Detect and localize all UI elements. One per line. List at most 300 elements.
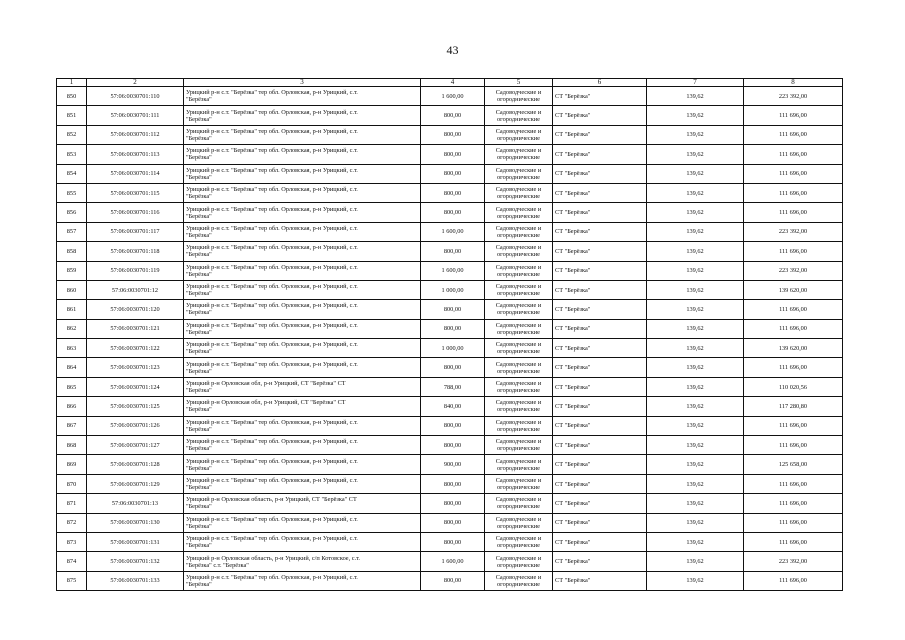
- organization-cell: СТ "Берёзка": [553, 164, 647, 183]
- column-number: 5: [485, 79, 553, 87]
- land-use-line: огороднические: [497, 464, 540, 472]
- organization-cell: СТ "Берёзка": [553, 319, 647, 338]
- address-cell: [184, 532, 421, 551]
- land-use-line: огороднические: [497, 173, 540, 181]
- land-use-cell: [485, 183, 553, 202]
- table-row: [57, 145, 843, 164]
- row-number-cell: 861: [57, 300, 87, 319]
- land-use-cell: [485, 145, 553, 164]
- address-cell: [184, 339, 421, 358]
- address-cell: [184, 416, 421, 435]
- land-use-line: огороднические: [497, 503, 540, 511]
- table-row: [57, 455, 843, 474]
- address-cell: [184, 145, 421, 164]
- cadastral-value-cell: 139 620,00: [744, 339, 843, 358]
- cadastral-number-cell: 57:06:0030701:126: [87, 416, 184, 435]
- area-cell: 800,00: [421, 513, 485, 532]
- row-number-cell: 870: [57, 474, 87, 493]
- organization-cell: СТ "Берёзка": [553, 280, 647, 299]
- area-cell: 1 000,00: [421, 280, 485, 299]
- land-use-cell: [485, 377, 553, 396]
- row-number-cell: 862: [57, 319, 87, 338]
- table-row: [57, 397, 843, 416]
- land-use-cell: [485, 532, 553, 551]
- land-use-line: Садоводческие и: [495, 515, 542, 523]
- row-number-cell: 854: [57, 164, 87, 183]
- land-use-line: Садоводческие и: [495, 399, 542, 407]
- row-number-cell: 871: [57, 494, 87, 513]
- address-cell: [184, 319, 421, 338]
- land-use-cell: [485, 203, 553, 222]
- cadastral-number-cell: 57:06:0030701:123: [87, 358, 184, 377]
- organization-cell: СТ "Берёзка": [553, 571, 647, 590]
- table-row: [57, 494, 843, 513]
- address-line: Урицкий р-н с.т. "Берёзка" тер обл. Орловская, р-н Урицкий, с.т.: [186, 263, 358, 271]
- cadastral-number-cell: 57:06:0030701:113: [87, 145, 184, 164]
- address-line: Урицкий р-н Орловская обл, р-н Урицкий, СТ "Берёзка" СТ: [186, 380, 346, 388]
- address-line: "Берёзка": [186, 231, 212, 239]
- land-use-cell: [485, 494, 553, 513]
- land-use-line: огороднические: [497, 134, 540, 142]
- land-use-line: огороднические: [497, 542, 540, 550]
- row-number-cell: 857: [57, 222, 87, 241]
- area-cell: 1 600,00: [421, 261, 485, 280]
- organization-cell: СТ "Берёзка": [553, 494, 647, 513]
- land-use-line: Садоводческие и: [495, 380, 542, 388]
- column-number: 1: [57, 79, 87, 87]
- cadastral-number-cell: 57:06:0030701:124: [87, 377, 184, 396]
- address-line: "Берёзка": [186, 406, 212, 414]
- land-use-cell: [485, 242, 553, 261]
- area-cell: 800,00: [421, 203, 485, 222]
- address-line: Урицкий р-н с.т. "Берёзка" тер обл. Орловская, р-н Урицкий, с.т.: [186, 418, 358, 426]
- address-line: "Берёзка": [186, 367, 212, 375]
- land-use-line: Садоводческие и: [495, 418, 542, 426]
- cadastral-number-cell: 57:06:0030701:128: [87, 455, 184, 474]
- organization-cell: СТ "Берёзка": [553, 552, 647, 571]
- address-line: "Берёзка" с.т. "Берёзка": [186, 561, 249, 569]
- address-line: Урицкий р-н с.т. "Берёзка" тер обл. Орловская, р-н Урицкий, с.т.: [186, 147, 358, 155]
- organization-cell: СТ "Берёзка": [553, 436, 647, 455]
- specific-value-cell: 139,62: [647, 377, 744, 396]
- land-use-cell: [485, 261, 553, 280]
- address-cell: [184, 261, 421, 280]
- cadastral-value-cell: 111 696,00: [744, 125, 843, 144]
- organization-cell: СТ "Берёзка": [553, 532, 647, 551]
- area-cell: 800,00: [421, 242, 485, 261]
- address-line: Урицкий р-н с.т. "Берёзка" тер обл. Орловская, р-н Урицкий, с.т.: [186, 438, 358, 446]
- address-line: Урицкий р-н Орловская область, р-н Урицкий, с/п Котовское, с.т.: [186, 554, 360, 562]
- land-use-line: огороднические: [497, 406, 540, 414]
- specific-value-cell: 139,62: [647, 455, 744, 474]
- table-row: [57, 164, 843, 183]
- address-cell: [184, 474, 421, 493]
- cadastral-number-cell: 57:06:0030701:127: [87, 436, 184, 455]
- row-number-cell: 867: [57, 416, 87, 435]
- row-number-cell: 874: [57, 552, 87, 571]
- land-use-cell: [485, 319, 553, 338]
- cadastral-value-cell: 111 696,00: [744, 300, 843, 319]
- address-cell: [184, 183, 421, 202]
- address-line: "Берёзка": [186, 309, 212, 317]
- cadastral-value-cell: 223 392,00: [744, 552, 843, 571]
- address-cell: [184, 455, 421, 474]
- address-line: "Берёзка": [186, 115, 212, 123]
- land-use-cell: [485, 222, 553, 241]
- cadastral-number-cell: 57:06:0030701:132: [87, 552, 184, 571]
- specific-value-cell: 139,62: [647, 358, 744, 377]
- land-use-line: Садоводческие и: [495, 496, 542, 504]
- area-cell: 800,00: [421, 319, 485, 338]
- area-cell: 800,00: [421, 532, 485, 551]
- area-cell: 800,00: [421, 125, 485, 144]
- address-cell: [184, 125, 421, 144]
- land-use-line: огороднические: [497, 212, 540, 220]
- address-cell: [184, 222, 421, 241]
- area-cell: 800,00: [421, 358, 485, 377]
- land-use-line: Садоводческие и: [495, 186, 542, 194]
- address-line: "Берёзка": [186, 580, 212, 588]
- land-use-line: Садоводческие и: [495, 108, 542, 116]
- address-line: Урицкий р-н с.т. "Берёзка" тер обл. Орловская, р-н Урицкий, с.т.: [186, 302, 358, 310]
- land-use-cell: [485, 125, 553, 144]
- table-row: [57, 280, 843, 299]
- cadastral-value-cell: 111 696,00: [744, 416, 843, 435]
- land-use-cell: [485, 571, 553, 590]
- address-line: "Берёзка": [186, 387, 212, 395]
- address-cell: [184, 377, 421, 396]
- address-line: Урицкий р-н с.т. "Берёзка" тер обл. Орловская, р-н Урицкий, с.т.: [186, 205, 358, 213]
- area-cell: 1 000,00: [421, 339, 485, 358]
- land-use-line: Садоводческие и: [495, 224, 542, 232]
- address-line: Урицкий р-н с.т. "Берёзка" тер обл. Орловская, р-н Урицкий, с.т.: [186, 224, 358, 232]
- address-line: "Берёзка": [186, 445, 212, 453]
- land-use-line: огороднические: [497, 484, 540, 491]
- land-use-cell: [485, 474, 553, 493]
- table-row: [57, 552, 843, 571]
- organization-cell: СТ "Берёзка": [553, 377, 647, 396]
- organization-cell: СТ "Берёзка": [553, 145, 647, 164]
- land-use-line: Садоводческие и: [495, 535, 542, 543]
- row-number-cell: 853: [57, 145, 87, 164]
- cadastral-value-cell: 111 696,00: [744, 474, 843, 493]
- row-number-cell: 873: [57, 532, 87, 551]
- row-number-cell: 868: [57, 436, 87, 455]
- row-number-cell: 865: [57, 377, 87, 396]
- area-cell: 800,00: [421, 164, 485, 183]
- land-use-line: Садоводческие и: [495, 477, 542, 484]
- cadastral-number-cell: 57:06:0030701:118: [87, 242, 184, 261]
- table-row: [57, 377, 843, 396]
- address-line: Урицкий р-н с.т. "Берёзка" тер обл. Орловская, р-н Урицкий, с.т.: [186, 360, 358, 368]
- specific-value-cell: 139,62: [647, 280, 744, 299]
- address-line: Урицкий р-н с.т. "Берёзка" тер обл. Орловская, р-н Урицкий, с.т.: [186, 244, 358, 252]
- area-cell: 900,00: [421, 455, 485, 474]
- column-number: 6: [553, 79, 647, 87]
- cadastral-value-cell: 111 696,00: [744, 571, 843, 590]
- land-use-line: Садоводческие и: [495, 457, 542, 465]
- cadastral-value-cell: 111 696,00: [744, 242, 843, 261]
- table-row: [57, 222, 843, 241]
- specific-value-cell: 139,62: [647, 242, 744, 261]
- cadastral-value-cell: 110 020,56: [744, 377, 843, 396]
- land-use-line: Садоводческие и: [495, 573, 542, 581]
- land-use-line: Садоводческие и: [495, 321, 542, 329]
- address-cell: [184, 436, 421, 455]
- area-cell: 1 600,00: [421, 222, 485, 241]
- area-cell: 800,00: [421, 436, 485, 455]
- address-line: Урицкий р-н с.т. "Берёзка" тер обл. Орловская, р-н Урицкий, с.т.: [186, 166, 358, 174]
- address-line: "Берёзка": [186, 173, 212, 181]
- table-row: [57, 183, 843, 202]
- land-use-line: огороднические: [497, 290, 540, 298]
- row-number-cell: 850: [57, 87, 87, 106]
- row-number-cell: 866: [57, 397, 87, 416]
- organization-cell: СТ "Берёзка": [553, 474, 647, 493]
- table-row: [57, 87, 843, 106]
- address-cell: [184, 203, 421, 222]
- area-cell: 1 600,00: [421, 87, 485, 106]
- area-cell: 788,00: [421, 377, 485, 396]
- table-row: [57, 339, 843, 358]
- organization-cell: СТ "Берёзка": [553, 397, 647, 416]
- land-use-line: Садоводческие и: [495, 244, 542, 252]
- cadastral-number-cell: 57:06:0030701:125: [87, 397, 184, 416]
- land-use-cell: [485, 280, 553, 299]
- row-number-cell: 869: [57, 455, 87, 474]
- address-line: "Берёзка": [186, 503, 212, 511]
- page-number: 43: [446, 43, 459, 57]
- address-line: Урицкий р-н с.т. "Берёзка" тер обл. Орловская, р-н Урицкий, с.т.: [186, 515, 358, 523]
- row-number-cell: 875: [57, 571, 87, 590]
- organization-cell: СТ "Берёзка": [553, 261, 647, 280]
- row-number-cell: 859: [57, 261, 87, 280]
- cadastral-value-cell: 111 696,00: [744, 494, 843, 513]
- specific-value-cell: 139,62: [647, 300, 744, 319]
- address-line: "Берёзка": [186, 96, 212, 104]
- address-cell: [184, 513, 421, 532]
- area-cell: 800,00: [421, 571, 485, 590]
- organization-cell: СТ "Берёзка": [553, 106, 647, 125]
- address-line: Урицкий р-н с.т. "Берёзка" тер обл. Орловская, р-н Урицкий, с.т.: [186, 573, 358, 581]
- land-use-line: огороднические: [497, 251, 540, 259]
- cadastral-value-cell: 111 696,00: [744, 183, 843, 202]
- address-line: "Берёзка": [186, 484, 212, 491]
- cadastral-number-cell: 57:06:0030701:117: [87, 222, 184, 241]
- address-line: Урицкий р-н с.т. "Берёзка" тер обл. Орловская, р-н Урицкий, с.т.: [186, 108, 358, 116]
- specific-value-cell: 139,62: [647, 183, 744, 202]
- row-number-cell: 856: [57, 203, 87, 222]
- land-use-line: Садоводческие и: [495, 302, 542, 310]
- cadastral-number-cell: 57:06:0030701:13: [87, 494, 184, 513]
- address-line: Урицкий р-н с.т. "Берёзка" тер обл. Орловская, р-н Урицкий, с.т.: [186, 477, 358, 484]
- land-use-cell: [485, 436, 553, 455]
- land-use-cell: [485, 164, 553, 183]
- land-use-cell: [485, 87, 553, 106]
- address-line: "Берёзка": [186, 542, 212, 550]
- specific-value-cell: 139,62: [647, 339, 744, 358]
- address-line: Урицкий р-н с.т. "Берёзка" тер обл. Орловская, р-н Урицкий, с.т.: [186, 89, 358, 97]
- table-row: [57, 416, 843, 435]
- cadastral-value-cell: 111 696,00: [744, 164, 843, 183]
- address-line: Урицкий р-н с.т. "Берёзка" тер обл. Орловская, р-н Урицкий, с.т.: [186, 283, 358, 291]
- address-cell: [184, 494, 421, 513]
- land-use-cell: [485, 106, 553, 125]
- cadastral-number-cell: 57:06:0030701:119: [87, 261, 184, 280]
- table-row: [57, 436, 843, 455]
- address-line: "Берёзка": [186, 328, 212, 336]
- address-line: Урицкий р-н Орловская область, р-н Урицкий, СТ "Берёзка" СТ: [186, 496, 357, 504]
- address-line: "Берёзка": [186, 425, 212, 433]
- cadastral-number-cell: 57:06:0030701:130: [87, 513, 184, 532]
- cadastral-value-cell: 111 696,00: [744, 145, 843, 164]
- cadastral-value-cell: 111 696,00: [744, 319, 843, 338]
- land-use-line: Садоводческие и: [495, 205, 542, 213]
- land-use-line: огороднические: [497, 309, 540, 317]
- specific-value-cell: 139,62: [647, 552, 744, 571]
- area-cell: 800,00: [421, 300, 485, 319]
- land-use-line: огороднические: [497, 425, 540, 433]
- address-cell: [184, 300, 421, 319]
- row-number-cell: 872: [57, 513, 87, 532]
- cadastral-number-cell: 57:06:0030701:114: [87, 164, 184, 183]
- land-use-cell: [485, 416, 553, 435]
- area-cell: 800,00: [421, 474, 485, 493]
- organization-cell: СТ "Берёзка": [553, 183, 647, 202]
- row-number-cell: 851: [57, 106, 87, 125]
- land-use-line: Садоводческие и: [495, 283, 542, 291]
- specific-value-cell: 139,62: [647, 319, 744, 338]
- row-number-cell: 855: [57, 183, 87, 202]
- cadastral-value-cell: 139 620,00: [744, 280, 843, 299]
- land-use-line: огороднические: [497, 328, 540, 336]
- row-number-cell: 864: [57, 358, 87, 377]
- land-registry-table: [56, 78, 843, 591]
- land-use-line: огороднические: [497, 522, 540, 530]
- organization-cell: СТ "Берёзка": [553, 358, 647, 377]
- address-line: Урицкий р-н с.т. "Берёзка" тер обл. Орловская, р-н Урицкий, с.т.: [186, 341, 358, 349]
- row-number-cell: 863: [57, 339, 87, 358]
- land-use-line: огороднические: [497, 270, 540, 278]
- specific-value-cell: 139,62: [647, 164, 744, 183]
- column-number: 7: [647, 79, 744, 87]
- cadastral-number-cell: 57:06:0030701:111: [87, 106, 184, 125]
- land-use-line: огороднические: [497, 367, 540, 375]
- column-number: 4: [421, 79, 485, 87]
- organization-cell: СТ "Берёзка": [553, 513, 647, 532]
- table-row: [57, 532, 843, 551]
- table-row: [57, 358, 843, 377]
- specific-value-cell: 139,62: [647, 106, 744, 125]
- land-use-line: Садоводческие и: [495, 127, 542, 135]
- table-row: [57, 319, 843, 338]
- cadastral-value-cell: 111 696,00: [744, 436, 843, 455]
- land-use-line: огороднические: [497, 445, 540, 453]
- address-line: Урицкий р-н с.т. "Берёзка" тер обл. Орловская, р-н Урицкий, с.т.: [186, 535, 358, 543]
- cadastral-number-cell: 57:06:0030701:121: [87, 319, 184, 338]
- table-row: [57, 300, 843, 319]
- organization-cell: СТ "Берёзка": [553, 300, 647, 319]
- area-cell: 800,00: [421, 416, 485, 435]
- table-row: [57, 203, 843, 222]
- cadastral-number-cell: 57:06:0030701:120: [87, 300, 184, 319]
- specific-value-cell: 139,62: [647, 494, 744, 513]
- address-line: Урицкий р-н с.т. "Берёзка" тер обл. Орловская, р-н Урицкий, с.т.: [186, 457, 358, 465]
- address-line: "Берёзка": [186, 464, 212, 472]
- land-use-cell: [485, 455, 553, 474]
- address-cell: [184, 571, 421, 590]
- cadastral-number-cell: 57:06:0030701:131: [87, 532, 184, 551]
- cadastral-number-cell: 57:06:0030701:116: [87, 203, 184, 222]
- column-numbers-row: [57, 79, 843, 87]
- land-use-cell: [485, 300, 553, 319]
- cadastral-value-cell: 117 280,80: [744, 397, 843, 416]
- address-line: Урицкий р-н с.т. "Берёзка" тер обл. Орловская, р-н Урицкий, с.т.: [186, 186, 358, 194]
- cadastral-value-cell: 223 392,00: [744, 87, 843, 106]
- address-line: "Берёзка": [186, 290, 212, 298]
- address-line: "Берёзка": [186, 270, 212, 278]
- column-number: 8: [744, 79, 843, 87]
- table-row: [57, 242, 843, 261]
- land-use-cell: [485, 358, 553, 377]
- address-line: "Берёзка": [186, 154, 212, 162]
- specific-value-cell: 139,62: [647, 261, 744, 280]
- table-row: [57, 261, 843, 280]
- cadastral-number-cell: 57:06:0030701:133: [87, 571, 184, 590]
- address-line: "Берёзка": [186, 212, 212, 220]
- address-line: "Берёзка": [186, 522, 212, 530]
- address-cell: [184, 280, 421, 299]
- organization-cell: СТ "Берёзка": [553, 125, 647, 144]
- cadastral-number-cell: 57:06:0030701:122: [87, 339, 184, 358]
- address-cell: [184, 242, 421, 261]
- address-line: Урицкий р-н Орловская обл, р-н Урицкий, СТ "Берёзка" СТ: [186, 399, 346, 407]
- land-use-line: огороднические: [497, 193, 540, 201]
- row-number-cell: 858: [57, 242, 87, 261]
- address-line: "Берёзка": [186, 193, 212, 201]
- specific-value-cell: 139,62: [647, 474, 744, 493]
- cadastral-value-cell: 111 696,00: [744, 203, 843, 222]
- column-number: 3: [184, 79, 421, 87]
- land-use-line: огороднические: [497, 154, 540, 162]
- address-cell: [184, 552, 421, 571]
- land-use-cell: [485, 552, 553, 571]
- cadastral-value-cell: 125 658,00: [744, 455, 843, 474]
- address-line: "Берёзка": [186, 348, 212, 356]
- land-use-cell: [485, 339, 553, 358]
- land-use-line: Садоводческие и: [495, 263, 542, 271]
- land-use-line: Садоводческие и: [495, 360, 542, 368]
- address-cell: [184, 358, 421, 377]
- table-row: [57, 513, 843, 532]
- table-row: [57, 571, 843, 590]
- organization-cell: СТ "Берёзка": [553, 87, 647, 106]
- address-cell: [184, 87, 421, 106]
- organization-cell: СТ "Берёзка": [553, 242, 647, 261]
- land-use-line: огороднические: [497, 387, 540, 395]
- area-cell: 800,00: [421, 183, 485, 202]
- cadastral-number-cell: 57:06:0030701:112: [87, 125, 184, 144]
- organization-cell: СТ "Берёзка": [553, 203, 647, 222]
- address-cell: [184, 397, 421, 416]
- address-line: Урицкий р-н с.т. "Берёзка" тер обл. Орловская, р-н Урицкий, с.т.: [186, 127, 358, 135]
- column-number: 2: [87, 79, 184, 87]
- land-use-line: огороднические: [497, 580, 540, 588]
- address-cell: [184, 164, 421, 183]
- cadastral-number-cell: 57:06:0030701:115: [87, 183, 184, 202]
- row-number-cell: 852: [57, 125, 87, 144]
- specific-value-cell: 139,62: [647, 571, 744, 590]
